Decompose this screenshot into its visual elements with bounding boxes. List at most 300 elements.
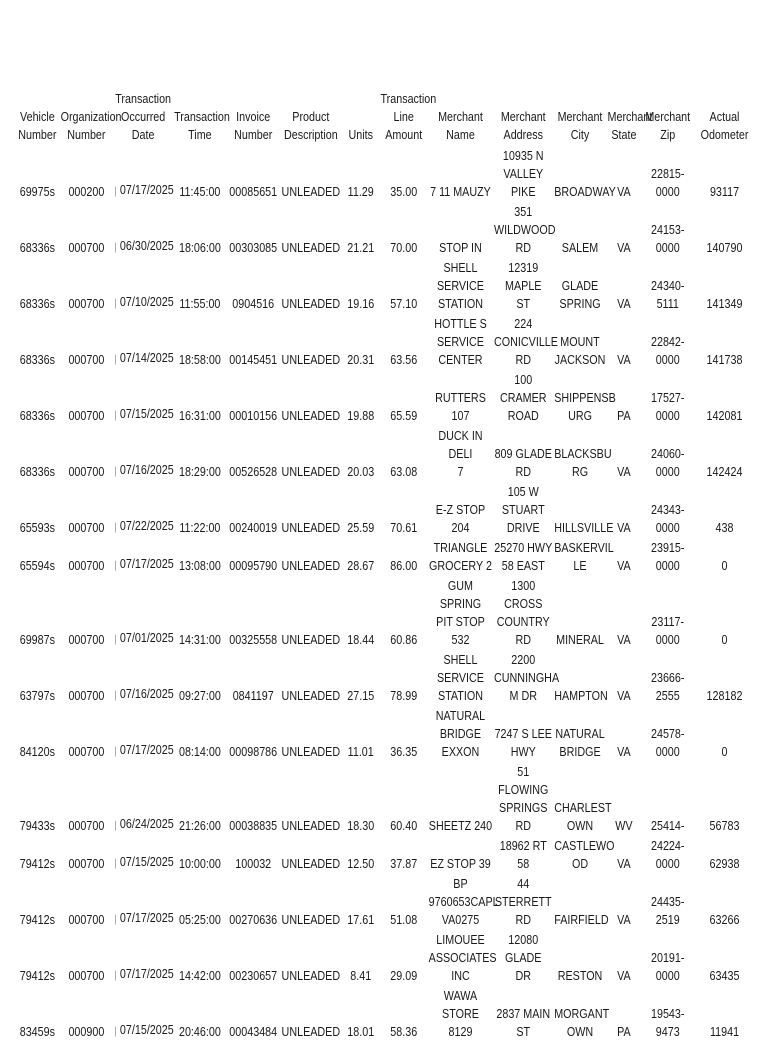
cell-date [113,483,173,539]
cell-line: Merchant [438,110,483,124]
cell-value: VA [617,297,631,311]
cell-line: RESTON [557,969,603,983]
cell-line: STUART [501,503,545,517]
cell-value: 24343-0000 [650,503,685,535]
cell-time [173,203,226,259]
cell-value: 00098786 [229,745,278,759]
cell-zip [641,987,694,1043]
cell-value: 0 [721,633,728,647]
cell-line: DUCK IN DELI [438,429,483,461]
cell-value: 21.21 [347,241,375,255]
cell-state [607,427,641,483]
cell-value: 60.40 [390,819,418,833]
cell-city [553,371,616,427]
cell-value: 07/22/2025 [119,519,174,533]
cell-line: Number [67,128,106,142]
cell-value: 07/17/2025 [119,911,174,925]
cell-value: 60.86 [390,633,418,647]
column-header-merchant-state [607,90,653,147]
cell-value: 69987s [19,633,55,647]
cell-org [60,837,113,875]
cell-odometer [694,707,754,763]
cell-line: Merchant [607,110,653,124]
cell-value: 13:08:00 [178,559,221,573]
cell-value: 22815-0000 [650,167,685,199]
cell-org [60,259,113,315]
cell-date [113,651,173,707]
cell-value: 07/14/2025 [119,351,174,365]
cell-amount [380,315,428,371]
cell-line: Merchant [500,110,546,124]
cell-line: MINERAL [556,633,604,647]
cell-line: 7247 S LEE [494,727,552,741]
cell-value: 06/24/2025 [119,817,174,831]
cell-value: 000700 [68,465,105,479]
cell-time [173,577,226,651]
cell-value: 00145451 [229,353,278,367]
cell-address [493,707,553,763]
cell-value: 18.01 [347,1025,375,1039]
cell-value: VA [617,521,631,535]
cell-value: UNLEADED [281,689,341,703]
cell-address [493,483,553,539]
cell-value: VA [617,633,631,647]
cell-line: SPRINGS RD [499,801,548,833]
cell-marker: │ [113,243,119,252]
cell-value: 11.01 [347,745,374,759]
cell-value: 07/16/2025 [119,687,174,701]
cell-amount [380,147,428,203]
cell-line: STATION [437,689,483,703]
cell-value: 05:25:00 [178,913,221,927]
cell-value: UNLEADED [281,857,341,871]
cell-value: 20191-0000 [650,951,685,983]
cell-product [280,203,342,259]
cell-value: 0904516 [232,297,275,311]
column-header-organization-number [60,90,122,147]
cell-value: 23117-0000 [651,615,685,647]
report-sheet [15,90,749,1043]
cell-zip [641,763,694,837]
cell-odometer [694,147,754,203]
cell-odometer [694,763,754,837]
cell-line: OWN [566,819,594,833]
cell-marker: │ [113,1027,119,1036]
cell-vehicle [15,483,60,539]
cell-city [553,875,609,931]
cell-value: 79412s [19,857,55,871]
cell-value: 19543-9473 [650,1007,685,1039]
cell-line: NATURAL [435,709,486,723]
cell-product [280,259,342,315]
cell-value: 68336s [19,241,55,255]
cell-value: 000700 [68,857,105,871]
cell-odometer [694,539,754,577]
cell-amount [380,763,428,837]
cell-line: INC [451,969,470,983]
cell-line: DR [515,969,532,983]
cell-line: MOUNT [560,335,600,349]
cell-line: RUTTERS 107 [435,391,486,423]
column-header-vehicle-number [15,90,60,147]
cell-value: VA [617,969,631,983]
cell-org [60,203,113,259]
cell-product [280,427,342,483]
cell-value: 00303085 [229,241,278,255]
cell-invoice [227,837,280,875]
cell-line: PIT STOP 532 [436,615,485,647]
cell-line: 25270 HWY [494,541,553,555]
cell-line: BLACKSBU [554,447,612,461]
cell-value: 37.87 [390,857,418,871]
cell-value: UNLEADED [281,353,341,367]
cell-address [493,931,553,987]
table-row [15,203,755,259]
cell-value: VA [617,241,631,255]
cell-city [553,203,606,259]
cell-date [113,577,173,651]
cell-zip [641,315,694,371]
cell-units [342,651,380,707]
cell-value: 8.41 [350,969,372,983]
cell-line: WAWA [443,989,478,1003]
cell-units [342,931,380,987]
cell-value: 65593s [19,521,55,535]
cell-org [60,147,113,203]
cell-value: 18:58:00 [178,353,221,367]
cell-marker: │ [113,187,119,196]
column-header-merchant-city [553,90,606,147]
cell-value: 07/15/2025 [119,855,174,869]
cell-line: SHELL [443,261,478,275]
cell-odometer [694,837,754,875]
cell-odometer [694,371,754,427]
column-header-merchant-address [493,90,553,147]
column-header-transaction-date [113,90,173,147]
cell-invoice [227,539,280,577]
cell-line: OWN [566,1025,594,1039]
cell-invoice [227,315,280,371]
cell-vehicle [15,539,60,577]
cell-amount [380,203,428,259]
cell-line: CONICVILLE [494,335,558,349]
cell-marker: │ [113,561,119,570]
cell-amount [380,987,428,1043]
cell-value: 24435-2519 [650,895,685,927]
cell-value: 07/01/2025 [119,631,174,645]
cell-value: 10:00:00 [178,857,221,871]
cell-line: BP [453,877,468,891]
cell-line: GUM SPRING [439,579,482,611]
cell-date [113,427,173,483]
cell-name [428,539,493,577]
cell-odometer [694,483,754,539]
cell-odometer [694,651,754,707]
cell-value: 20:46:00 [178,1025,221,1039]
cell-state [607,577,641,651]
cell-value: 24060-0000 [650,447,685,479]
cell-value: UNLEADED [281,297,341,311]
cell-line: BASKERVIL [554,541,614,555]
cell-org [60,707,113,763]
cell-line: Zip [660,128,676,142]
cell-line: 12080 GLADE [505,933,542,965]
cell-line: HOTTLE S [434,317,487,331]
cell-value: 00526528 [229,465,278,479]
cell-date [113,203,173,259]
cell-line: 10935 N [502,149,544,163]
column-header-units [342,90,380,147]
cell-line: WILDWOOD [494,223,556,237]
cell-vehicle [15,427,60,483]
cell-value: 68336s [19,297,55,311]
cell-date [113,707,173,763]
cell-line: City [570,128,590,142]
fuel-transactions-table [15,90,755,1043]
cell-date [113,259,173,315]
cell-units [342,259,380,315]
cell-zip [641,651,694,707]
cell-amount [380,707,428,763]
cell-line: RG [571,465,589,479]
cell-line: Product [292,110,330,124]
cell-value: WV [615,819,633,833]
cell-line: EXXON [441,745,480,759]
cell-time [173,539,226,577]
cell-city [553,259,606,315]
cell-line: BROADWAY [554,185,616,199]
cell-date [113,837,173,875]
cell-value: 140790 [706,241,743,255]
cell-line: Units [348,128,373,142]
cell-invoice [227,987,280,1043]
table-row [15,371,755,427]
cell-date [113,931,173,987]
cell-line: SHELL [443,653,478,667]
table-row [15,577,755,651]
cell-zip [641,837,694,875]
cell-city [553,483,614,539]
cell-line: 12319 MAPLE [505,261,542,293]
cell-zip [641,577,694,651]
cell-product [280,707,342,763]
cell-city [553,987,610,1043]
cell-units [342,763,380,837]
cell-value: 000700 [68,409,105,423]
cell-value: 0 [721,745,728,759]
cell-line: SHIPPENSB [554,391,616,405]
cell-product [280,539,342,577]
cell-address [493,203,556,259]
cell-invoice [227,483,280,539]
table-row [15,987,755,1043]
cell-line: TRIANGLE [433,541,488,555]
cell-line: Date [131,128,155,142]
cell-value: 11.29 [347,185,374,199]
cell-line: BRIDGE [559,745,601,759]
cell-time [173,147,226,203]
cell-line: ST [516,297,531,311]
cell-product [280,763,342,837]
cell-line: SERVICE [436,335,484,349]
cell-value: 27.15 [347,689,375,703]
cell-org [60,987,113,1043]
cell-line: SHEETZ 240 [428,819,493,833]
cell-name [428,651,493,707]
cell-value: 11941 [709,1025,740,1039]
cell-time [173,371,226,427]
cell-value: 000700 [68,913,105,927]
cell-line: 809 GLADE [494,447,552,461]
cell-amount [380,371,428,427]
cell-units [342,147,380,203]
cell-name [428,427,493,483]
cell-value: 000700 [68,521,105,535]
cell-line: 58 EAST [501,559,545,573]
cell-line: MORGANT [554,1007,610,1021]
cell-value: 21:26:00 [178,819,221,833]
cell-value: 00038835 [229,819,278,833]
cell-value: 09:27:00 [178,689,221,703]
cell-line: Merchant [557,110,603,124]
cell-line: State [611,128,637,142]
cell-marker: │ [113,747,119,756]
cell-marker: │ [113,971,119,980]
table-row [15,837,755,875]
cell-units [342,315,380,371]
cell-value: VA [617,689,631,703]
cell-line: CASTLEWO [554,839,615,853]
cell-value: 86.00 [390,559,418,573]
cell-date [113,539,173,577]
cell-marker: │ [113,355,119,364]
cell-org [60,371,113,427]
cell-value: 18:29:00 [178,465,221,479]
cell-value: UNLEADED [281,185,341,199]
cell-invoice [227,371,280,427]
cell-value: 06/30/2025 [119,239,174,253]
cell-city [553,147,616,203]
cell-address [493,875,553,931]
cell-date [113,315,173,371]
cell-value: 000700 [68,689,105,703]
cell-line: OD [571,857,589,871]
table-header-row [15,90,755,147]
cell-vehicle [15,203,60,259]
cell-vehicle [15,315,60,371]
cell-org [60,875,113,931]
cell-name [428,987,493,1043]
cell-line: RD [515,913,532,927]
cell-value: UNLEADED [281,819,341,833]
cell-line: Organization [60,110,122,124]
cell-value: 24578-0000 [650,727,685,759]
cell-address [493,539,553,577]
cell-invoice [227,651,280,707]
cell-vehicle [15,875,60,931]
cell-line: Actual [709,110,740,124]
cell-org [60,539,113,577]
cell-value: 65594s [19,559,55,573]
cell-name [428,259,493,315]
table-row [15,539,755,577]
cell-value: 79412s [19,913,55,927]
cell-value: 68336s [19,353,55,367]
table-row [15,651,755,707]
cell-marker: │ [113,299,119,308]
cell-line: BRIDGE [439,727,482,741]
cell-value: VA [617,185,631,199]
cell-value: 78.99 [390,689,418,703]
cell-date [113,987,173,1043]
cell-line: SALEM [561,241,599,255]
cell-marker: │ [113,859,119,868]
cell-name [428,577,493,651]
cell-time [173,763,226,837]
cell-units [342,539,380,577]
cell-value: 000700 [68,297,105,311]
cell-odometer [694,987,754,1043]
cell-value: 79433s [19,819,55,833]
cell-line: Address [503,128,543,142]
cell-value: 11:45:00 [179,185,221,199]
cell-line: CENTER [438,353,483,367]
cell-value: VA [617,745,631,759]
cell-city [553,651,606,707]
cell-value: VA [617,913,631,927]
column-header-product-description [280,90,342,147]
cell-state [607,203,641,259]
cell-units [342,707,380,763]
cell-value: 58.36 [390,1025,418,1039]
cell-line: 44 [517,877,530,891]
column-header-merchant-name [428,90,493,147]
cell-org [60,651,113,707]
cell-value: 00095790 [229,559,278,573]
cell-address [493,651,560,707]
cell-line: JACKSON [554,353,606,367]
cell-units [342,483,380,539]
cell-line: RD [515,465,532,479]
cell-invoice [227,203,280,259]
cell-vehicle [15,931,60,987]
cell-value: 51.08 [390,913,418,927]
cell-value: 62938 [709,857,740,871]
cell-line: NATURAL [555,727,605,741]
cell-zip [641,259,694,315]
cell-value: 07/17/2025 [119,183,174,197]
cell-line: M DR [509,689,537,703]
cell-line: 1300 CROSS [504,579,543,611]
cell-line: Odometer [700,128,749,142]
cell-value: 36.35 [390,745,418,759]
cell-value: 142081 [706,409,743,423]
table-body [15,147,755,1043]
cell-amount [380,577,428,651]
cell-value: 141349 [706,297,743,311]
cell-value: 07/15/2025 [119,1023,174,1037]
cell-date [113,147,173,203]
cell-city [553,539,614,577]
cell-value: 93117 [709,185,740,199]
cell-product [280,875,342,931]
cell-value: 63797s [19,689,55,703]
cell-vehicle [15,371,60,427]
cell-vehicle [15,147,60,203]
cell-date [113,763,173,837]
cell-line: SERVICE [436,671,484,685]
cell-value: 000700 [68,241,105,255]
